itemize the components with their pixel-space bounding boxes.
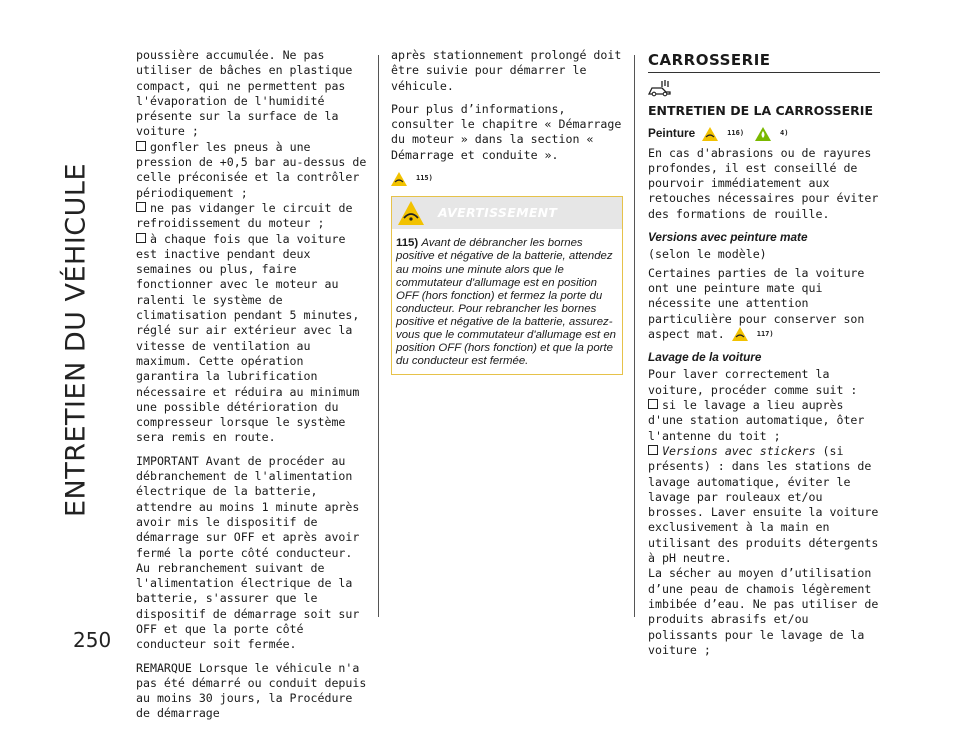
text: La sécher au moyen d’utilisation d’une peau de chamois légèrement imbibée d’eau. Ne pas utiliser de produits abrasifs et/ou polissants pour le lavage de la voiture ;	[648, 566, 879, 657]
checkbox-bullet-icon	[136, 202, 146, 212]
section-title: CARROSSERIE	[648, 53, 880, 73]
column-1	[136, 48, 368, 730]
paragraph	[136, 48, 368, 446]
list-item-text: ne pas vidanger le circuit de refroidissement du moteur ;	[136, 200, 353, 231]
column-2	[391, 48, 623, 375]
checkbox-bullet-icon	[648, 399, 658, 409]
checkbox-bullet-icon	[136, 141, 146, 151]
text: Certaines parties de la voiture ont une peinture mate qui nécessite une attention particulière pour conserver son aspect mat.	[648, 265, 865, 341]
list-item-text: gonfler les pneus à une pression de +0,5 bar au-dessus de celle préconisée et la contrôler périodiquement ;	[136, 139, 367, 200]
reference-number: 117)	[756, 329, 774, 338]
list-item	[136, 201, 368, 232]
lavage-title: Lavage de la voiture	[648, 350, 762, 365]
warning-reference	[391, 171, 623, 186]
warning-header	[392, 197, 622, 229]
checkbox-bullet-icon	[136, 233, 146, 243]
list-item-text: si le lavage a lieu auprès d'une station automatique, ôter l'antenne du toit ;	[648, 398, 865, 443]
reference-number: 115)	[415, 174, 433, 183]
warning-triangle-icon	[702, 127, 718, 141]
warning-text: Avant de débrancher les bornes positive et négative de la batterie, attendez au moins une minute alors que le commutateur d'allumage est en position OFF (hors fonction) et fermez la porte du conducteur. Pour rebrancher les bornes positive et négative de la batterie, assurez-vous que le commutateur d'allumage est en position OFF (hors fonction) et que la porte du conducteur est fermée.	[396, 237, 616, 368]
warning-number: 115)	[396, 237, 419, 250]
warning-box	[391, 196, 623, 375]
list-item-text: (si présents) : dans les stations de lavage automatique, éviter le lavage par rouleaux et/ou brosses. Laver ensuite la voiture exclusivement à la main en utilisant des produits détergents à pH neutre.	[648, 443, 879, 566]
warning-triangle-icon	[732, 327, 748, 341]
text: poussière accumulée. Ne pas utiliser de bâches en plastique compact, qui ne permettent pas l'évaporation de l'humidité présente sur la surface de la voiture ;	[136, 48, 353, 139]
paragraph: (selon le modèle)	[648, 247, 767, 262]
warning-triangle-icon	[391, 172, 407, 186]
reference-number: 116)	[727, 129, 745, 138]
peinture-label: Peinture	[648, 126, 696, 141]
chapter-side-title: ENTRETIEN DU VÉHICULE	[60, 162, 92, 518]
reference-number: 4)	[780, 129, 789, 138]
warning-title: AVERTISSEMENT	[438, 205, 558, 221]
list-item	[136, 140, 368, 201]
paragraph: après stationnement prolongé doit être suivie pour démarrer le véhicule.	[391, 48, 622, 93]
paragraph: En cas d'abrasions ou de rayures profondes, il est conseillé de pourvoir immédiatement aux retouches nécessaires pour éviter des formations de rouille.	[648, 145, 879, 221]
list-item-italic: Versions avec stickers	[662, 443, 816, 458]
list-item	[136, 232, 368, 446]
list-item-text: à chaque fois que la voiture est inactive pendant deux semaines ou plus, faire fonctionner avec le moteur au ralenti le système de climatisation pendant 5 minutes, réglé sur air extérieur avec la vitesse de ventilation au maximum. Cette opération garantira la lubrification nécessaire et réduira au minimum une possible détérioration du compresseur lorsque le système sera remis en route.	[136, 231, 360, 445]
mate-title: Versions avec peinture mate	[648, 230, 808, 245]
checkbox-bullet-icon	[648, 445, 658, 455]
warning-triangle-icon	[398, 201, 424, 225]
environment-leaf-icon	[755, 127, 771, 141]
paragraph	[648, 266, 880, 342]
remarque-note: REMARQUE Lorsque le véhicule n'a pas été démarré ou conduit depuis au moins 30 jours, la Procédure de démarrage	[136, 660, 367, 721]
column-3	[648, 48, 880, 666]
peinture-heading	[648, 126, 880, 141]
paragraph: Pour plus d’informations, consulter le chapitre « Démarrage du moteur » dans la section « Démarrage et conduite ».	[391, 101, 622, 162]
list-item	[648, 398, 880, 444]
column-divider	[634, 55, 635, 617]
subsection-title: ENTRETIEN DE LA CARROSSERIE	[648, 103, 873, 119]
column-divider	[378, 55, 379, 617]
list-item	[648, 444, 880, 566]
paragraph	[648, 367, 880, 658]
warning-body	[392, 229, 622, 374]
car-wash-icon	[648, 79, 672, 97]
text: Pour laver correctement la voiture, procéder comme suit :	[648, 367, 858, 397]
page-number: 250	[73, 628, 112, 652]
important-note: IMPORTANT Avant de procéder au débranchement de l'alimentation électrique de la batterie, attendre au moins 1 minute après avoir mis le dispositif de démarrage sur OFF et après avoir fermé la porte côté conducteur. Au rebranchement suivant de l'alimentation électrique de la batterie, s'assurer que le dispositif de démarrage soit sur OFF et que la porte côté conducteur soit fermée.	[136, 453, 360, 652]
